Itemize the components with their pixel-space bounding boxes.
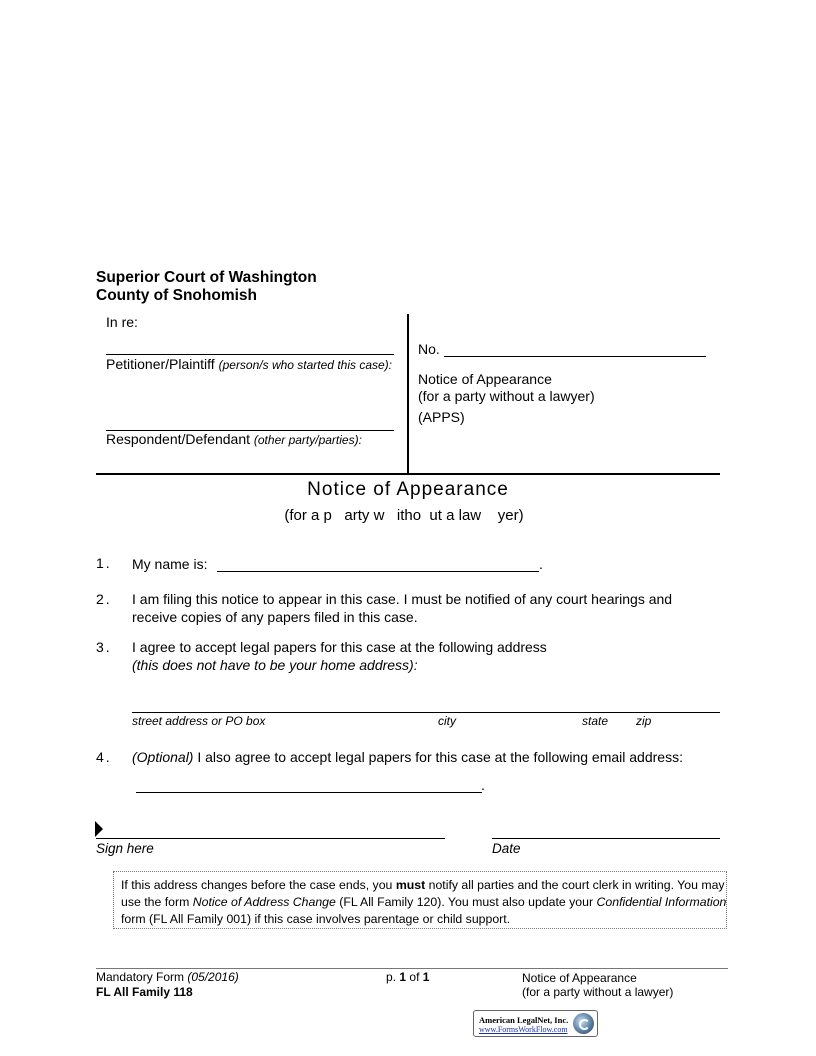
mandatory-text: Mandatory Form [96, 970, 185, 984]
item-2-line-2: receive copies of any papers filed in this case. [132, 609, 418, 625]
page-subtitle: (for a p arty w itho ut a law yer) [284, 507, 524, 524]
footer-mandatory [96, 970, 239, 984]
name-field[interactable] [217, 571, 539, 572]
caption-divider [407, 314, 409, 473]
footer-form-id: FL All Family 118 [96, 985, 193, 999]
respondent-note: (other party/parties): [253, 433, 362, 447]
date-label: Date [492, 841, 521, 856]
zip-label: zip [636, 714, 652, 728]
notice-l1b: notify all parties and the court clerk in writing. You may [425, 878, 725, 892]
footer-title: Notice of Appearance [522, 971, 637, 985]
caption-doc-subtitle: (for a party without a lawyer) [418, 388, 595, 404]
street-label: street address or PO box [132, 714, 266, 728]
caption-doc-title: Notice of Appearance [418, 371, 552, 387]
item-1-number: 1. [96, 555, 112, 571]
in-re-label: In re: [106, 314, 138, 330]
sign-here-label: Sign here [96, 841, 154, 856]
footer-subtitle: (for a party without a lawyer) [522, 985, 674, 999]
item-4-text [132, 749, 683, 765]
sign-arrow-icon [95, 821, 104, 837]
item-2-number: 2. [96, 591, 112, 607]
caption-doc-code: (APPS) [418, 409, 465, 425]
globe-icon [573, 1013, 594, 1034]
petitioner-note: (person/s who started this case): [218, 358, 393, 372]
americanlegalnet-logo[interactable] [473, 1010, 598, 1037]
state-label: state [582, 714, 609, 728]
email-period: . [481, 777, 485, 793]
notice-must: must [395, 878, 426, 892]
email-field[interactable] [136, 792, 482, 793]
item-1-label: My name is: [132, 556, 208, 572]
notice-line-3: form (FL All Family 001) if this case involves parentage or child support. [121, 912, 511, 926]
footer-rule [96, 968, 728, 969]
county-name: County of Snohomish [96, 287, 258, 304]
item-4-body: I also agree to accept legal papers for this case at the following email address: [197, 749, 683, 765]
page-total: 1 [422, 970, 430, 984]
optional-label: (Optional) [132, 749, 194, 765]
petitioner-text: Petitioner/Plaintiff [106, 356, 215, 372]
item-4-number: 4. [96, 749, 112, 765]
notice-form-name: Notice of Address Change [192, 895, 336, 909]
name-period: . [539, 556, 543, 572]
logo-url[interactable]: www.FormsWorkFlow.com [479, 1025, 568, 1034]
signature-field[interactable] [96, 838, 445, 839]
notice-line-2 [121, 894, 727, 911]
page-p: p. [386, 970, 397, 984]
respondent-text: Respondent/Defendant [106, 431, 250, 447]
form-date: (05/2016) [187, 970, 239, 984]
item-3-line-2: (this does not have to be your home address): [132, 657, 418, 673]
logo-company: American LegalNet, Inc. [479, 1015, 569, 1025]
case-number-field[interactable] [444, 356, 706, 357]
page-title: Notice of Appearance [307, 479, 509, 500]
notice-l1a: If this address changes before the case ends, you [121, 878, 396, 892]
notice-l2b: (FL All Family 120). You must also update your [335, 895, 597, 909]
address-change-notice [113, 871, 727, 929]
court-name: Superior Court of Washington [96, 269, 317, 286]
petitioner-label [106, 356, 392, 372]
caption-bottom-rule [96, 473, 720, 475]
address-field[interactable] [132, 712, 720, 713]
petitioner-line[interactable] [106, 354, 394, 355]
notice-ci: Confidential Information [596, 895, 727, 909]
city-label: city [438, 714, 456, 728]
page-of: of [409, 970, 420, 984]
notice-line-1 [121, 877, 725, 894]
item-2-line-1: I am filing this notice to appear in this case. I must be notified of any court hearings and [132, 591, 673, 607]
item-3-line-1: I agree to accept legal papers for this case at the following address [132, 639, 547, 655]
date-field[interactable] [492, 838, 720, 839]
item-3-number: 3. [96, 639, 112, 655]
page-number [386, 970, 429, 984]
page-current: 1 [399, 970, 407, 984]
notice-l2a: use the form [121, 895, 193, 909]
respondent-label [106, 431, 362, 447]
case-number-label: No. [418, 341, 440, 357]
